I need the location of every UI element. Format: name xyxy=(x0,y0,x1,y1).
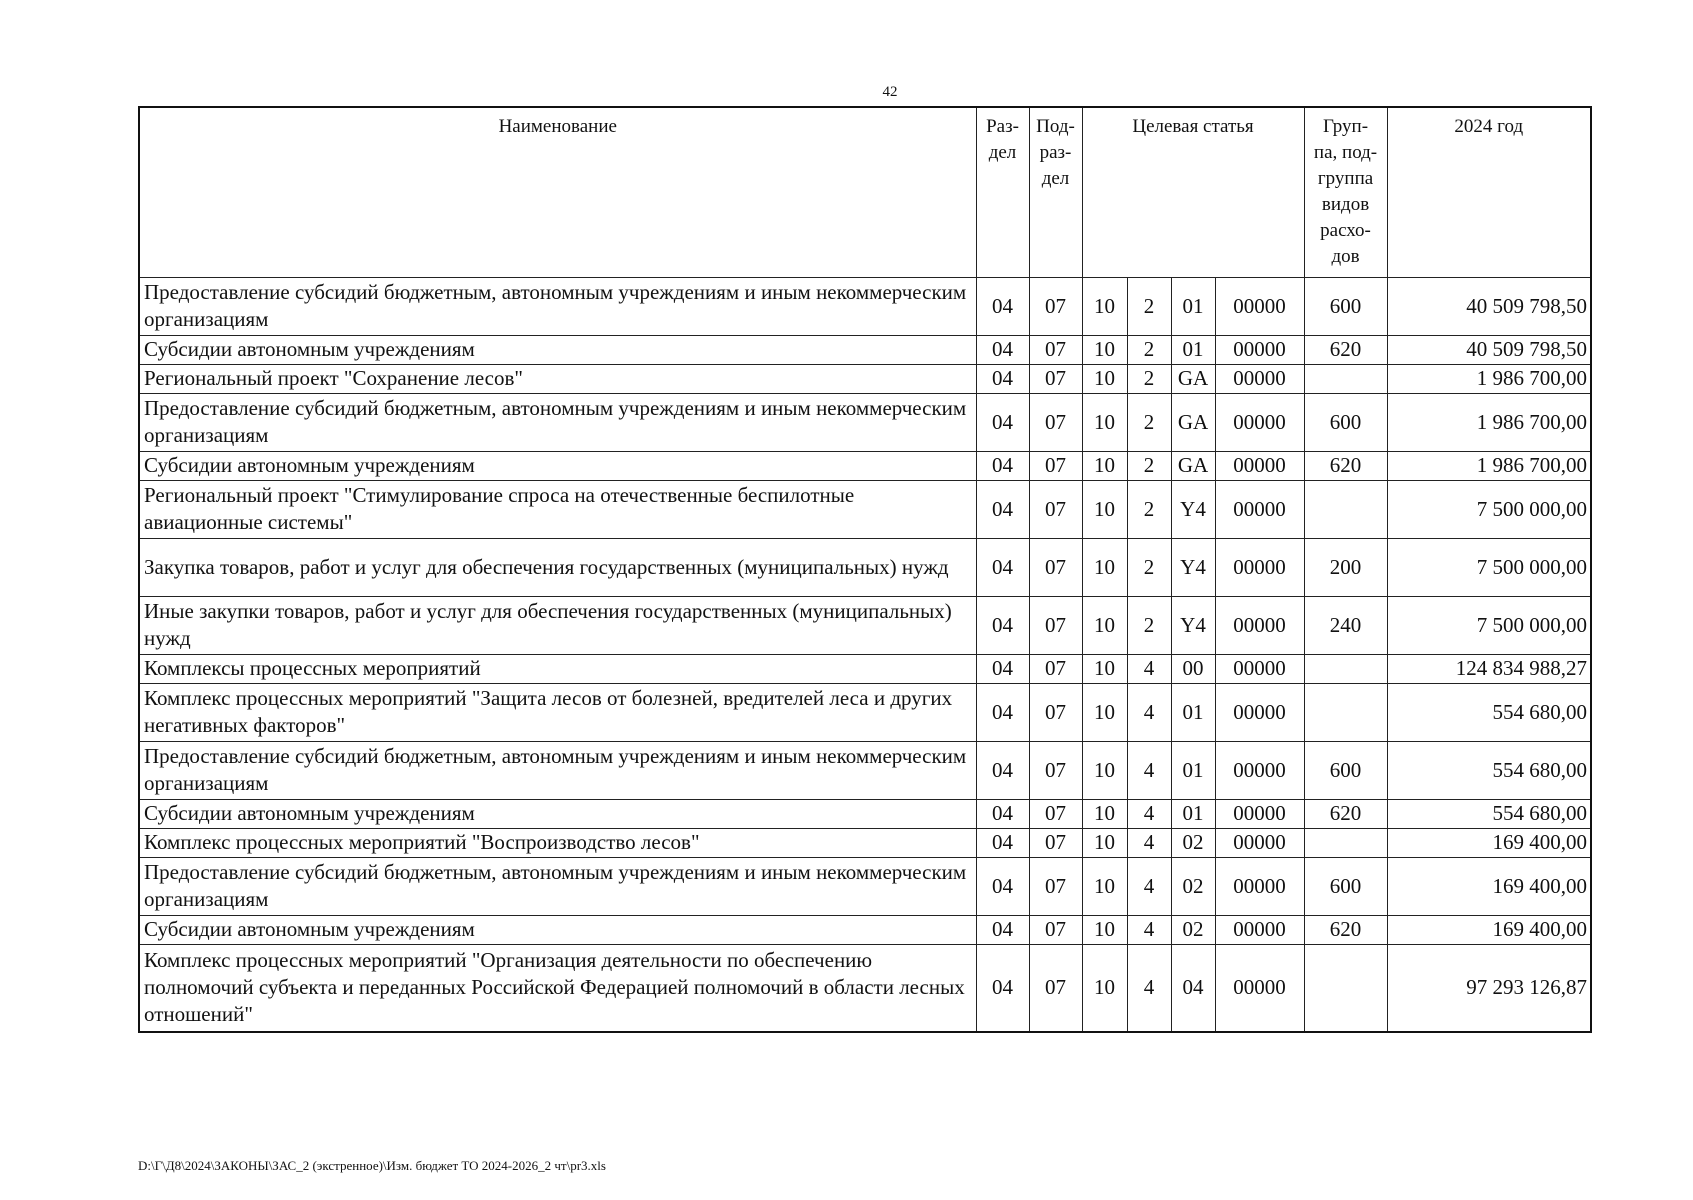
header-expense-group xyxy=(1304,107,1387,277)
row-amount: 1 986 700,00 xyxy=(1387,364,1591,393)
target-code-3: GA xyxy=(1171,393,1215,451)
expense-group-code: 600 xyxy=(1304,741,1387,799)
row-name: Субсидии автономным учреждениям xyxy=(139,335,976,364)
header-target-article: Целевая статья xyxy=(1082,107,1304,277)
target-code-4: 00000 xyxy=(1215,654,1304,683)
target-code-1: 10 xyxy=(1082,741,1127,799)
section-code: 04 xyxy=(976,944,1029,1032)
target-code-2: 2 xyxy=(1127,538,1171,596)
target-code-1: 10 xyxy=(1082,857,1127,915)
section-code: 04 xyxy=(976,741,1029,799)
subsection-code: 07 xyxy=(1029,451,1082,480)
target-code-4: 00000 xyxy=(1215,915,1304,944)
expense-group-code: 600 xyxy=(1304,393,1387,451)
target-code-3: 00 xyxy=(1171,654,1215,683)
expense-group-code: 620 xyxy=(1304,335,1387,364)
row-amount: 169 400,00 xyxy=(1387,857,1591,915)
table-row xyxy=(139,799,1591,828)
section-code: 04 xyxy=(976,451,1029,480)
row-name: Закупка товаров, работ и услуг для обеспечения государственных (муниципальных) нужд xyxy=(139,538,976,596)
target-code-4: 00000 xyxy=(1215,335,1304,364)
row-name: Субсидии автономным учреждениям xyxy=(139,451,976,480)
target-code-1: 10 xyxy=(1082,683,1127,741)
row-amount: 7 500 000,00 xyxy=(1387,538,1591,596)
target-code-1: 10 xyxy=(1082,451,1127,480)
row-name: Региональный проект "Стимулирование спроса на отечественные беспилотные авиационные системы" xyxy=(139,480,976,538)
expense-group-code xyxy=(1304,683,1387,741)
row-amount: 40 509 798,50 xyxy=(1387,335,1591,364)
table-row xyxy=(139,857,1591,915)
row-name: Предоставление субсидий бюджетным, автономным учреждениям и иным некоммерческим организациям xyxy=(139,741,976,799)
table-row xyxy=(139,480,1591,538)
section-code: 04 xyxy=(976,654,1029,683)
section-code: 04 xyxy=(976,799,1029,828)
target-code-3: Y4 xyxy=(1171,596,1215,654)
subsection-code: 07 xyxy=(1029,799,1082,828)
header-subsection-label: Под- раз- дел xyxy=(1036,116,1075,189)
row-name: Комплексы процессных мероприятий xyxy=(139,654,976,683)
section-code: 04 xyxy=(976,393,1029,451)
section-code: 04 xyxy=(976,277,1029,335)
target-code-1: 10 xyxy=(1082,799,1127,828)
target-code-4: 00000 xyxy=(1215,538,1304,596)
row-name: Комплекс процессных мероприятий "Воспроизводство лесов" xyxy=(139,828,976,857)
section-code: 04 xyxy=(976,335,1029,364)
subsection-code: 07 xyxy=(1029,944,1082,1032)
target-code-3: Y4 xyxy=(1171,480,1215,538)
table-row xyxy=(139,393,1591,451)
target-code-3: 02 xyxy=(1171,857,1215,915)
target-code-2: 4 xyxy=(1127,828,1171,857)
subsection-code: 07 xyxy=(1029,915,1082,944)
table-row xyxy=(139,654,1591,683)
target-code-3: 04 xyxy=(1171,944,1215,1032)
target-code-3: 02 xyxy=(1171,828,1215,857)
row-amount: 124 834 988,27 xyxy=(1387,654,1591,683)
target-code-3: 01 xyxy=(1171,277,1215,335)
row-name: Предоставление субсидий бюджетным, автономным учреждениям и иным некоммерческим организациям xyxy=(139,857,976,915)
table-row xyxy=(139,915,1591,944)
row-amount: 169 400,00 xyxy=(1387,828,1591,857)
target-code-3: 01 xyxy=(1171,683,1215,741)
table-row xyxy=(139,828,1591,857)
expense-group-code: 620 xyxy=(1304,799,1387,828)
target-code-3: 01 xyxy=(1171,335,1215,364)
target-code-1: 10 xyxy=(1082,915,1127,944)
target-code-1: 10 xyxy=(1082,538,1127,596)
row-name: Субсидии автономным учреждениям xyxy=(139,799,976,828)
page-number: 42 xyxy=(882,84,898,100)
target-code-2: 4 xyxy=(1127,857,1171,915)
target-code-2: 2 xyxy=(1127,451,1171,480)
target-code-2: 2 xyxy=(1127,393,1171,451)
target-code-3: GA xyxy=(1171,451,1215,480)
expense-group-code: 620 xyxy=(1304,915,1387,944)
target-code-1: 10 xyxy=(1082,944,1127,1032)
target-code-2: 4 xyxy=(1127,799,1171,828)
target-code-3: 02 xyxy=(1171,915,1215,944)
header-subsection xyxy=(1029,107,1082,277)
row-name: Комплекс процессных мероприятий "Организация деятельности по обеспечению полномочий субъекта и переданных Российской Федерацией полномочий в области лесных отношений" xyxy=(139,944,976,1032)
section-code: 04 xyxy=(976,828,1029,857)
section-code: 04 xyxy=(976,683,1029,741)
target-code-4: 00000 xyxy=(1215,480,1304,538)
row-name: Предоставление субсидий бюджетным, автономным учреждениям и иным некоммерческим организациям xyxy=(139,393,976,451)
target-code-4: 00000 xyxy=(1215,596,1304,654)
expense-group-code xyxy=(1304,944,1387,1032)
target-code-4: 00000 xyxy=(1215,741,1304,799)
target-code-4: 00000 xyxy=(1215,683,1304,741)
header-row xyxy=(139,107,1591,277)
target-code-1: 10 xyxy=(1082,277,1127,335)
row-amount: 554 680,00 xyxy=(1387,799,1591,828)
target-code-1: 10 xyxy=(1082,335,1127,364)
expense-group-code xyxy=(1304,364,1387,393)
target-code-2: 4 xyxy=(1127,654,1171,683)
budget-table xyxy=(138,106,1592,1033)
target-code-2: 4 xyxy=(1127,944,1171,1032)
expense-group-code xyxy=(1304,828,1387,857)
target-code-4: 00000 xyxy=(1215,277,1304,335)
header-section-label: Раз- дел xyxy=(986,116,1019,163)
footer-file-path: D:\Г\Д8\2024\ЗАКОНЫ\ЗАС_2 (экстренное)\Изм. бюджет ТО 2024-2026_2 чт\pr3.xls xyxy=(138,1158,606,1173)
table-body xyxy=(139,277,1591,1032)
row-name: Субсидии автономным учреждениям xyxy=(139,915,976,944)
target-code-2: 2 xyxy=(1127,364,1171,393)
table-row xyxy=(139,944,1591,1032)
target-code-3: 01 xyxy=(1171,799,1215,828)
section-code: 04 xyxy=(976,364,1029,393)
table-row xyxy=(139,451,1591,480)
expense-group-code: 620 xyxy=(1304,451,1387,480)
target-code-1: 10 xyxy=(1082,364,1127,393)
subsection-code: 07 xyxy=(1029,277,1082,335)
row-amount: 7 500 000,00 xyxy=(1387,596,1591,654)
row-name: Иные закупки товаров, работ и услуг для обеспечения государственных (муниципальных) нужд xyxy=(139,596,976,654)
subsection-code: 07 xyxy=(1029,364,1082,393)
target-code-3: Y4 xyxy=(1171,538,1215,596)
target-code-4: 00000 xyxy=(1215,828,1304,857)
target-code-2: 2 xyxy=(1127,277,1171,335)
target-code-2: 4 xyxy=(1127,915,1171,944)
section-code: 04 xyxy=(976,596,1029,654)
table-row xyxy=(139,364,1591,393)
expense-group-code xyxy=(1304,480,1387,538)
subsection-code: 07 xyxy=(1029,857,1082,915)
subsection-code: 07 xyxy=(1029,828,1082,857)
target-code-4: 00000 xyxy=(1215,364,1304,393)
row-amount: 554 680,00 xyxy=(1387,683,1591,741)
target-code-3: 01 xyxy=(1171,741,1215,799)
target-code-1: 10 xyxy=(1082,596,1127,654)
target-code-2: 2 xyxy=(1127,480,1171,538)
target-code-4: 00000 xyxy=(1215,393,1304,451)
subsection-code: 07 xyxy=(1029,335,1082,364)
section-code: 04 xyxy=(976,857,1029,915)
subsection-code: 07 xyxy=(1029,596,1082,654)
target-code-4: 00000 xyxy=(1215,944,1304,1032)
row-amount: 1 986 700,00 xyxy=(1387,393,1591,451)
row-amount: 1 986 700,00 xyxy=(1387,451,1591,480)
row-name: Региональный проект "Сохранение лесов" xyxy=(139,364,976,393)
target-code-1: 10 xyxy=(1082,480,1127,538)
row-amount: 554 680,00 xyxy=(1387,741,1591,799)
header-name: Наименование xyxy=(139,107,976,277)
table-row xyxy=(139,277,1591,335)
target-code-2: 2 xyxy=(1127,596,1171,654)
table-row xyxy=(139,741,1591,799)
expense-group-code: 240 xyxy=(1304,596,1387,654)
subsection-code: 07 xyxy=(1029,741,1082,799)
target-code-2: 4 xyxy=(1127,683,1171,741)
row-amount: 169 400,00 xyxy=(1387,915,1591,944)
section-code: 04 xyxy=(976,915,1029,944)
table-row xyxy=(139,335,1591,364)
target-code-4: 00000 xyxy=(1215,451,1304,480)
expense-group-code: 200 xyxy=(1304,538,1387,596)
target-code-4: 00000 xyxy=(1215,799,1304,828)
subsection-code: 07 xyxy=(1029,393,1082,451)
subsection-code: 07 xyxy=(1029,538,1082,596)
table-row xyxy=(139,596,1591,654)
target-code-4: 00000 xyxy=(1215,857,1304,915)
section-code: 04 xyxy=(976,538,1029,596)
target-code-3: GA xyxy=(1171,364,1215,393)
table-row xyxy=(139,538,1591,596)
target-code-1: 10 xyxy=(1082,654,1127,683)
target-code-1: 10 xyxy=(1082,393,1127,451)
section-code: 04 xyxy=(976,480,1029,538)
table-row xyxy=(139,683,1591,741)
row-name: Предоставление субсидий бюджетным, автономным учреждениям и иным некоммерческим организациям xyxy=(139,277,976,335)
target-code-2: 4 xyxy=(1127,741,1171,799)
subsection-code: 07 xyxy=(1029,654,1082,683)
row-amount: 97 293 126,87 xyxy=(1387,944,1591,1032)
row-name: Комплекс процессных мероприятий "Защита лесов от болезней, вредителей леса и других негативных факторов" xyxy=(139,683,976,741)
subsection-code: 07 xyxy=(1029,683,1082,741)
expense-group-code xyxy=(1304,654,1387,683)
row-amount: 7 500 000,00 xyxy=(1387,480,1591,538)
subsection-code: 07 xyxy=(1029,480,1082,538)
row-amount: 40 509 798,50 xyxy=(1387,277,1591,335)
header-year: 2024 год xyxy=(1387,107,1591,277)
target-code-1: 10 xyxy=(1082,828,1127,857)
expense-group-code: 600 xyxy=(1304,277,1387,335)
target-code-2: 2 xyxy=(1127,335,1171,364)
header-section xyxy=(976,107,1029,277)
expense-group-code: 600 xyxy=(1304,857,1387,915)
header-expense-group-label: Груп- па, под- группа видов расхо- дов xyxy=(1313,116,1378,267)
